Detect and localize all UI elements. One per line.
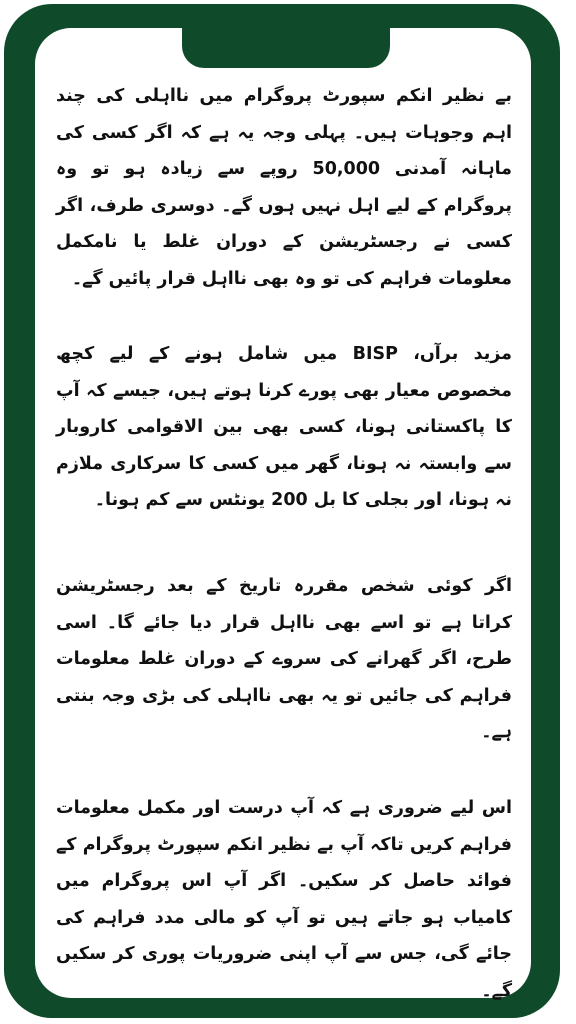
article-body: [56, 78, 512, 1001]
paragraph-eligibility-criteria: مزید برآں، BISP میں شامل ہونے کے لیے کچھ مخصوص معیار بھی پورے کرنا ہوتے ہیں، جیسے کہ آپ کا پاکستانی ہونا، کسی بھی بین الاقوامی کاروبار سے وابستہ نہ ہونا، گھر میں کسی کا سرکاری ملازم نہ ہونا، اور بجلی کا بل 200 یونٹس سے کم ہونا۔: [56, 344, 512, 510]
paragraph-late-registration: اگر کوئی شخص مقررہ تاریخ کے بعد رجسٹریشن کراتا ہے تو اسے بھی نااہل قرار دیا جائے گا۔ اسی طرح، اگر گھرانے کی سروے کے دوران غلط معلومات فراہم کی جائیں تو یہ بھی نااہلی کی بڑی وجہ بنتی ہے۔: [56, 576, 512, 742]
paragraph-ineligibility-reasons: بے نظیر انکم سپورٹ پروگرام میں نااہلی کی چند اہم وجوہات ہیں۔ پہلی وجہ یہ ہے کہ اگر کسی کی ماہانہ آمدنی 50,000 روپے سے زیادہ ہو تو وہ پروگرام کے لیے اہل نہیں ہوں گے۔ دوسری طرف، اگر کسی نے رجسٹریشن کے دوران غلط یا نامکمل معلومات فراہم کی تو وہ بھی نااہل قرار پائیں گے۔: [56, 86, 512, 289]
phone-notch: [182, 28, 390, 68]
paragraph-conclusion: اس لیے ضروری ہے کہ آپ درست اور مکمل معلومات فراہم کریں تاکہ آپ بے نظیر انکم سپورٹ پروگرام کے فوائد حاصل کر سکیں۔ اگر آپ اس پروگرام میں کامیاب ہو جاتے ہیں تو آپ کو مالی مدد فراہم کی جائے گی، جس سے آپ اپنی ضروریات پوری کر سکیں گے۔: [56, 798, 512, 1001]
